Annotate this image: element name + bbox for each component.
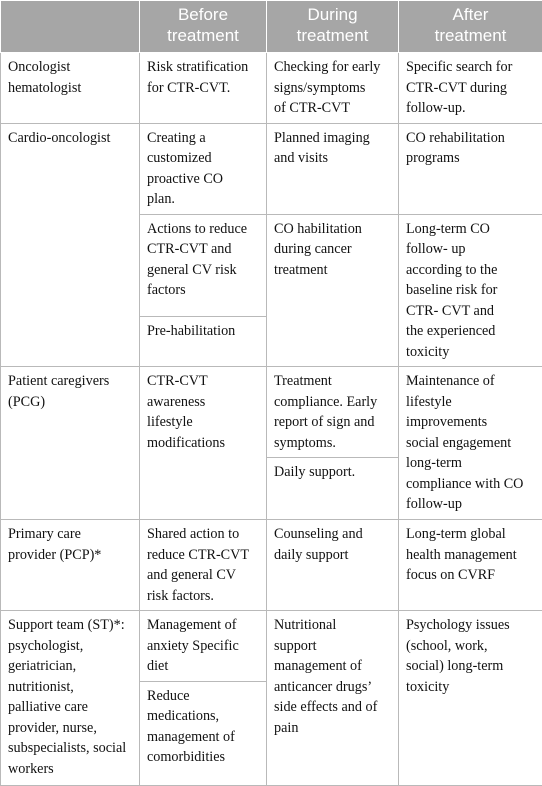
cell-before <box>140 53 267 124</box>
cell-line: Daily support. <box>274 462 392 483</box>
cell-line: daily support <box>274 545 392 566</box>
cell-during <box>267 367 399 458</box>
cell-line: workers <box>8 759 133 780</box>
cell-line: Checking for early <box>274 57 392 78</box>
cell-line: compliance with CO <box>406 474 536 495</box>
cell-line: general CV risk <box>147 260 260 281</box>
cell-line: and general CV <box>147 565 260 586</box>
cell-line: provider, nurse, <box>8 718 133 739</box>
table-row <box>1 611 542 682</box>
cell-line: Nutritional <box>274 615 392 636</box>
cell-line: support <box>274 636 392 657</box>
cell-line: medications, <box>147 706 260 727</box>
cell-before <box>140 520 267 611</box>
cell-after <box>399 611 542 786</box>
cell-line: Cardio-oncologist <box>8 128 133 149</box>
table-row <box>1 53 542 124</box>
cell-line: Creating a <box>147 128 260 149</box>
table-row <box>1 123 542 214</box>
header-line: Before <box>144 4 262 25</box>
cell-line: side effects and of <box>274 697 392 718</box>
cell-line: hematologist <box>8 78 133 99</box>
cell-line: lifestyle <box>406 392 536 413</box>
cell-line: social engagement <box>406 433 536 454</box>
cell-line: CTR-CVT during <box>406 78 536 99</box>
cell-line: Long-term CO <box>406 219 536 240</box>
cell-line: lifestyle <box>147 412 260 433</box>
cell-line: Reduce <box>147 686 260 707</box>
cell-line: for CTR-CVT. <box>147 78 260 99</box>
cell-before <box>140 316 267 366</box>
header-line: During <box>271 4 394 25</box>
cell-line: CO habilitation <box>274 219 392 240</box>
cell-line: Treatment <box>274 371 392 392</box>
cell-line: Counseling and <box>274 524 392 545</box>
role-patient-caregivers <box>1 367 140 520</box>
cell-line: factors <box>147 280 260 301</box>
header-line: treatment <box>144 25 262 46</box>
cell-line: geriatrician, <box>8 656 133 677</box>
cell-during <box>267 214 399 367</box>
cell-after <box>399 520 542 611</box>
header-line: treatment <box>271 25 394 46</box>
cell-line: Long-term global <box>406 524 536 545</box>
cell-before <box>140 214 267 316</box>
cell-line: according to the <box>406 260 536 281</box>
cell-line: symptoms. <box>274 433 392 454</box>
cell-line: anxiety Specific <box>147 636 260 657</box>
table-row <box>1 367 542 458</box>
cell-line: anticancer drugs’ <box>274 677 392 698</box>
cell-line: awareness <box>147 392 260 413</box>
cell-before <box>140 681 267 785</box>
cell-line: follow-up <box>406 494 536 515</box>
cell-line: toxicity <box>406 677 536 698</box>
cell-line: compliance. Early <box>274 392 392 413</box>
cell-line: CTR- CVT and <box>406 301 536 322</box>
cell-line: Psychology issues <box>406 615 536 636</box>
cell-line: Maintenance of <box>406 371 536 392</box>
cell-line: palliative care <box>8 697 133 718</box>
cell-line: Support team (ST)*: <box>8 615 133 636</box>
cell-line: report of sign and <box>274 412 392 433</box>
cell-line: baseline risk for <box>406 280 536 301</box>
cell-during <box>267 123 399 214</box>
cell-line: nutritionist, <box>8 677 133 698</box>
cell-line: (PCG) <box>8 392 133 413</box>
cell-before <box>140 123 267 214</box>
cell-line: focus on CVRF <box>406 565 536 586</box>
cell-during <box>267 611 399 786</box>
cell-line: modifications <box>147 433 260 454</box>
header-line: After <box>403 4 538 25</box>
cell-line: the experienced toxicity <box>406 321 536 362</box>
cell-line: of CTR-CVT <box>274 98 392 119</box>
cell-line: programs <box>406 148 536 169</box>
cell-line: Oncologist <box>8 57 133 78</box>
cell-line: management of <box>274 656 392 677</box>
cell-line: pain <box>274 718 392 739</box>
cell-line: subspecialists, social <box>8 738 133 759</box>
role-oncologist <box>1 53 140 124</box>
cell-line: comorbidities <box>147 747 260 768</box>
cell-line: Shared action to <box>147 524 260 545</box>
cell-after <box>399 214 542 367</box>
cell-line: Pre-habilitation <box>147 321 260 342</box>
header-line: treatment <box>403 25 538 46</box>
cell-line: follow-up. <box>406 98 536 119</box>
cell-after <box>399 123 542 214</box>
cell-line: CTR-CVT <box>147 371 260 392</box>
cell-before <box>140 611 267 682</box>
table-row <box>1 520 542 611</box>
cell-line: Specific search for <box>406 57 536 78</box>
cell-after <box>399 53 542 124</box>
cell-line: reduce CTR-CVT <box>147 545 260 566</box>
header-row <box>1 1 542 53</box>
cell-line: follow- up <box>406 239 536 260</box>
cell-during <box>267 53 399 124</box>
cell-line: CTR-CVT and <box>147 239 260 260</box>
cell-line: social) long-term <box>406 656 536 677</box>
cell-line: Planned imaging <box>274 128 392 149</box>
cell-line: Patient caregivers <box>8 371 133 392</box>
cell-line: diet <box>147 656 260 677</box>
header-during <box>267 1 399 53</box>
cell-before <box>140 367 267 520</box>
cell-line: customized <box>147 148 260 169</box>
cell-line: health management <box>406 545 536 566</box>
cell-line: signs/symptoms <box>274 78 392 99</box>
cell-line: improvements <box>406 412 536 433</box>
role-primary-care-provider <box>1 520 140 611</box>
cell-line: long-term <box>406 453 536 474</box>
cell-line: (school, work, <box>406 636 536 657</box>
role-cardio-oncologist <box>1 123 140 367</box>
cell-line: Actions to reduce <box>147 219 260 240</box>
header-before <box>140 1 267 53</box>
cell-during <box>267 458 399 520</box>
cell-line: provider (PCP)* <box>8 545 133 566</box>
header-after <box>399 1 542 53</box>
cell-line: management of <box>147 727 260 748</box>
cell-during <box>267 520 399 611</box>
cell-line: plan. <box>147 189 260 210</box>
cell-line: treatment <box>274 260 392 281</box>
cell-line: psychologist, <box>8 636 133 657</box>
cell-line: proactive CO <box>147 169 260 190</box>
cell-line: during cancer <box>274 239 392 260</box>
cell-line: Primary care <box>8 524 133 545</box>
cell-line: risk factors. <box>147 586 260 607</box>
header-role <box>1 1 140 53</box>
role-support-team <box>1 611 140 786</box>
cell-after <box>399 367 542 520</box>
cell-line: CO rehabilitation <box>406 128 536 149</box>
cell-line: and visits <box>274 148 392 169</box>
cell-line: Management of <box>147 615 260 636</box>
cell-line: Risk stratification <box>147 57 260 78</box>
